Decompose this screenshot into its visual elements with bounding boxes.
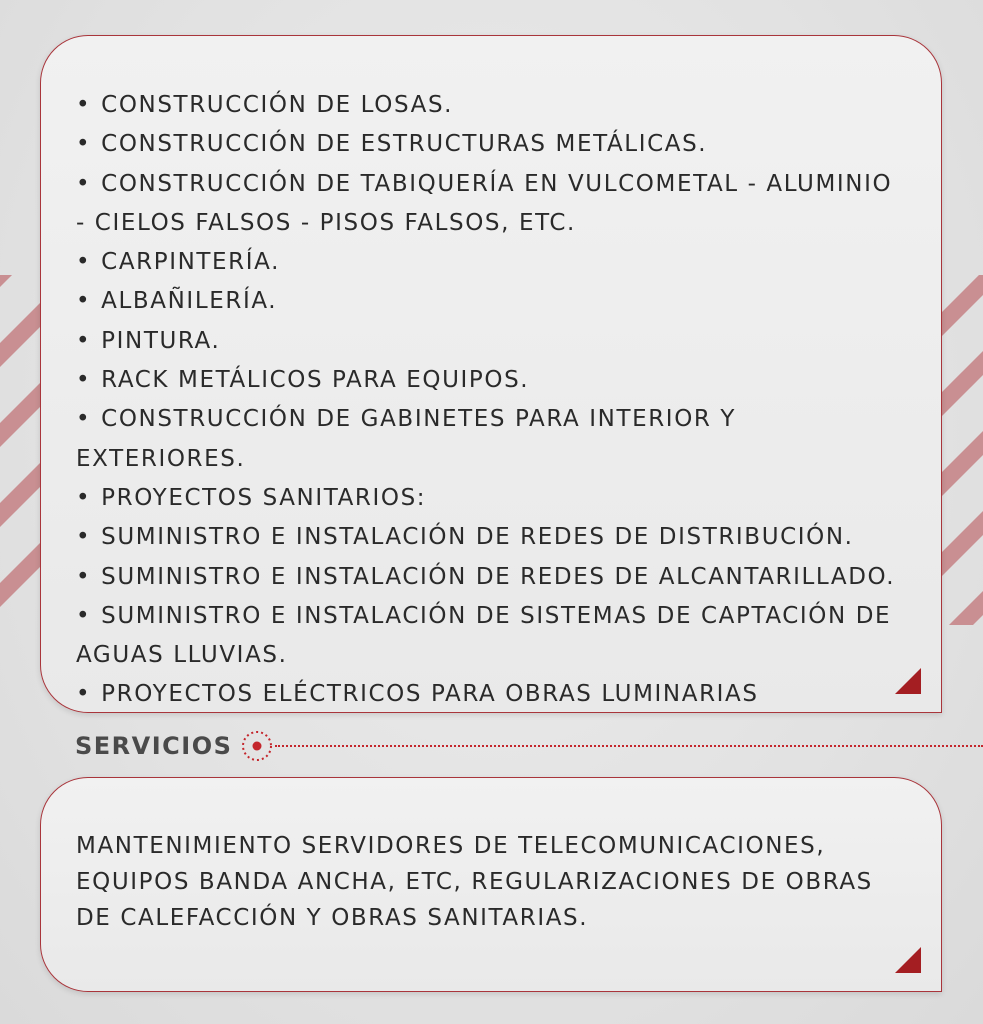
list-item: • ALBAÑILERÍA.: [76, 282, 901, 321]
list-item: • CARPINTERÍA.: [76, 243, 901, 282]
works-list-card: [40, 35, 942, 713]
services-section-header: [75, 728, 983, 764]
corner-triangle-icon: [895, 668, 921, 694]
corner-triangle-icon: [895, 947, 921, 973]
decorative-stripes-left: [0, 275, 40, 625]
section-divider-dotted-line: [275, 745, 983, 747]
list-item: • PROYECTOS SANITARIOS:: [76, 479, 901, 518]
services-description: MANTENIMIENTO SERVIDORES DE TELECOMUNICACIONES, EQUIPOS BANDA ANCHA, ETC, REGULARIZACIONES DE OBRAS DE CALEFACCIÓN Y OBRAS SANITARIAS.: [76, 833, 873, 931]
list-item: • SUMINISTRO E INSTALACIÓN DE REDES DE ALCANTARILLADO.: [76, 558, 901, 597]
list-item: • RACK METÁLICOS PARA EQUIPOS.: [76, 361, 901, 400]
works-list: [76, 86, 901, 715]
services-card: [40, 777, 942, 992]
list-item: • PROYECTOS ELÉCTRICOS PARA OBRAS LUMINARIAS: [76, 675, 901, 714]
list-item: • SUMINISTRO E INSTALACIÓN DE SISTEMAS DE CAPTACIÓN DE AGUAS LLUVIAS.: [76, 597, 901, 676]
list-item: • CONSTRUCCIÓN DE ESTRUCTURAS METÁLICAS.: [76, 125, 901, 164]
decorative-stripes-right: [941, 275, 983, 625]
section-title: SERVICIOS: [75, 732, 233, 760]
list-item: • CONSTRUCCIÓN DE LOSAS.: [76, 86, 901, 125]
list-item: • SUMINISTRO E INSTALACIÓN DE REDES DE DISTRIBUCIÓN.: [76, 518, 901, 557]
list-item: • CONSTRUCCIÓN DE TABIQUERÍA EN VULCOMETAL - ALUMINIO - CIELOS FALSOS - PISOS FALSOS, ETC.: [76, 165, 901, 244]
target-dot-icon: [240, 729, 274, 763]
list-item: • CONSTRUCCIÓN DE GABINETES PARA INTERIOR Y EXTERIORES.: [76, 400, 901, 479]
list-item: • PINTURA.: [76, 322, 901, 361]
